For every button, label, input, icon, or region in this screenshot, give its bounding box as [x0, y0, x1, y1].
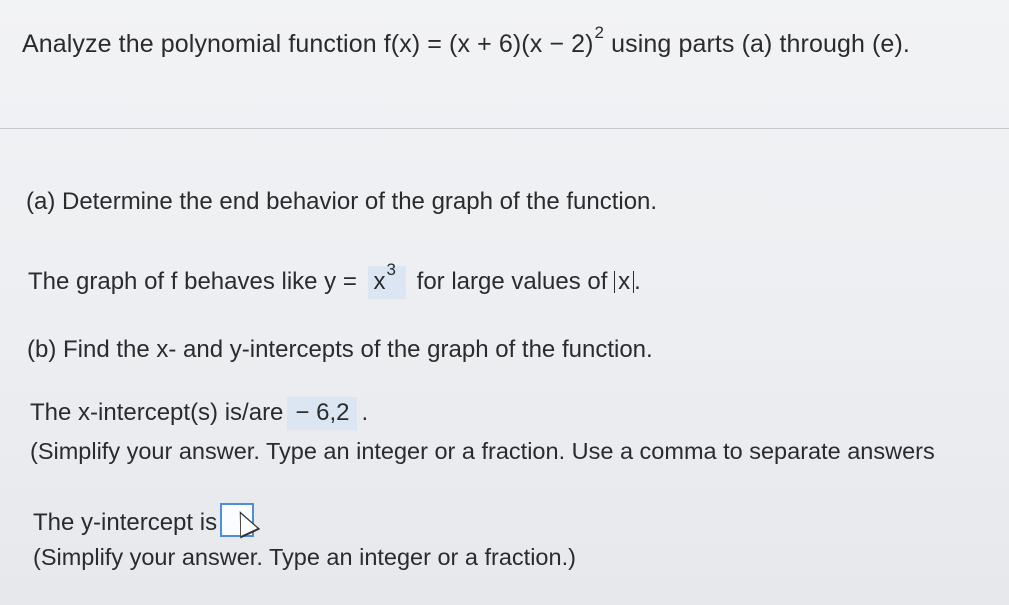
end-behavior-base: x	[373, 268, 386, 295]
part-a-answer-line	[28, 260, 641, 299]
question-exponent: 2	[594, 23, 605, 42]
x-intercept-hint: (Simplify your answer. Type an integer or a fraction. Use a comma to separate answers	[30, 438, 935, 464]
part-b-heading: (b) Find the x- and y-intercepts of the graph of the function.	[27, 336, 653, 363]
part-a-line-prefix: The graph of f behaves like y =	[28, 268, 364, 295]
y-intercept-input[interactable]	[220, 503, 254, 537]
y-intercept-hint: (Simplify your answer. Type an integer or a fraction.)	[33, 544, 576, 570]
y-intercept-line	[33, 503, 261, 537]
part-a-line-end: .	[634, 268, 641, 295]
x-intercept-label: The x-intercept(s) is/are	[30, 399, 284, 426]
y-intercept-label: The y-intercept is	[33, 509, 218, 536]
section-divider	[0, 128, 1009, 129]
question-text	[22, 23, 910, 59]
end-behavior-answer[interactable]	[368, 260, 406, 299]
question-suffix: using parts (a) through (e).	[604, 30, 910, 58]
abs-x-expression: x	[614, 271, 634, 293]
y-intercept-end: .	[254, 509, 261, 536]
end-behavior-exponent: 3	[386, 260, 396, 279]
x-intercept-end: .	[361, 399, 369, 426]
part-a-heading: (a) Determine the end behavior of the graph of the function.	[26, 188, 658, 215]
question-prefix: Analyze the polynomial function f(x) = (x + 6)(x − 2)	[22, 30, 594, 58]
x-intercept-line	[30, 397, 368, 430]
part-a-line-mid: for large values of	[410, 268, 615, 295]
x-intercept-answer[interactable]: − 6,2	[287, 397, 357, 430]
